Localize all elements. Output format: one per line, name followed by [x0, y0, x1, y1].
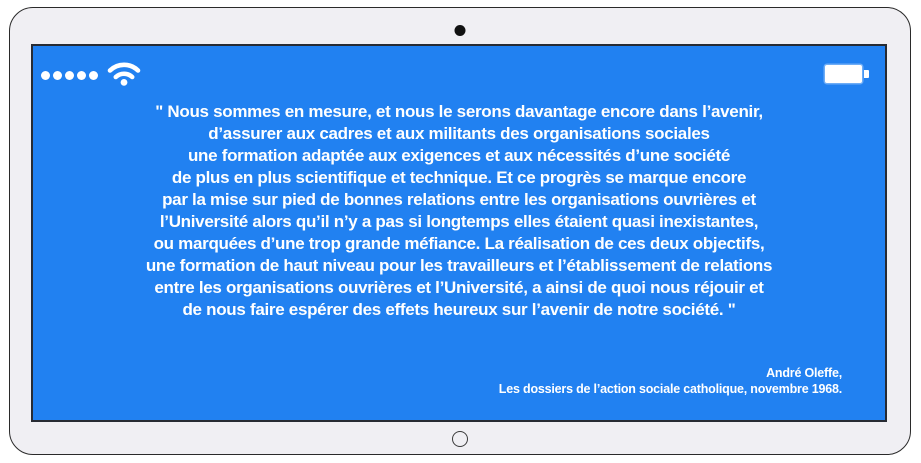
quote-line: entre les organisations ouvrières et l’Université, a ainsi de quoi nous réjouir et [154, 278, 764, 297]
wifi-icon [107, 58, 141, 86]
signal-dot [53, 71, 62, 80]
quote-line: d’assurer aux cadres et aux militants des organisations sociales [208, 124, 710, 143]
quote-line: de nous faire espérer des effets heureux sur l’avenir de notre société. " [182, 300, 736, 319]
signal-strength-dots-icon [41, 71, 98, 80]
quote-line: ou marquées d’une trop grande méfiance. La réalisation de ces deux objectifs, [153, 234, 765, 253]
quote-line: une formation adaptée aux exigences et aux nécessités d’une société [187, 146, 731, 165]
home-button[interactable] [452, 431, 468, 447]
attribution [133, 365, 842, 397]
battery-nub [864, 70, 869, 78]
battery-body [825, 65, 862, 83]
quote-line: l’Université alors qu’il n’y a pas si longtemps elles étaient quasi inexistantes, [159, 212, 759, 231]
signal-dot [41, 71, 50, 80]
quote-line: une formation de haut niveau pour les travailleurs et l’établissement de relations [145, 256, 773, 275]
quote-line: de plus en plus scientifique et technique. Et ce progrès se marque encore [171, 168, 747, 187]
quote-line: " Nous sommes en mesure, et nous le serons davantage encore dans l’avenir, [155, 102, 763, 121]
signal-dot [65, 71, 74, 80]
quote-line: par la mise sur pied de bonnes relations entre les organisations ouvrières et [162, 190, 756, 209]
attribution-source: Les dossiers de l’action sociale catholique, novembre 1968. [498, 382, 842, 396]
attribution-author: André Oleffe, [766, 366, 842, 380]
status-bar [41, 57, 869, 87]
signal-dot [89, 71, 98, 80]
battery-full-icon [825, 65, 869, 83]
quote-block [33, 101, 885, 321]
signal-dot [77, 71, 86, 80]
camera-dot-icon [455, 25, 466, 36]
screen [31, 44, 887, 422]
tablet-frame [9, 7, 911, 455]
